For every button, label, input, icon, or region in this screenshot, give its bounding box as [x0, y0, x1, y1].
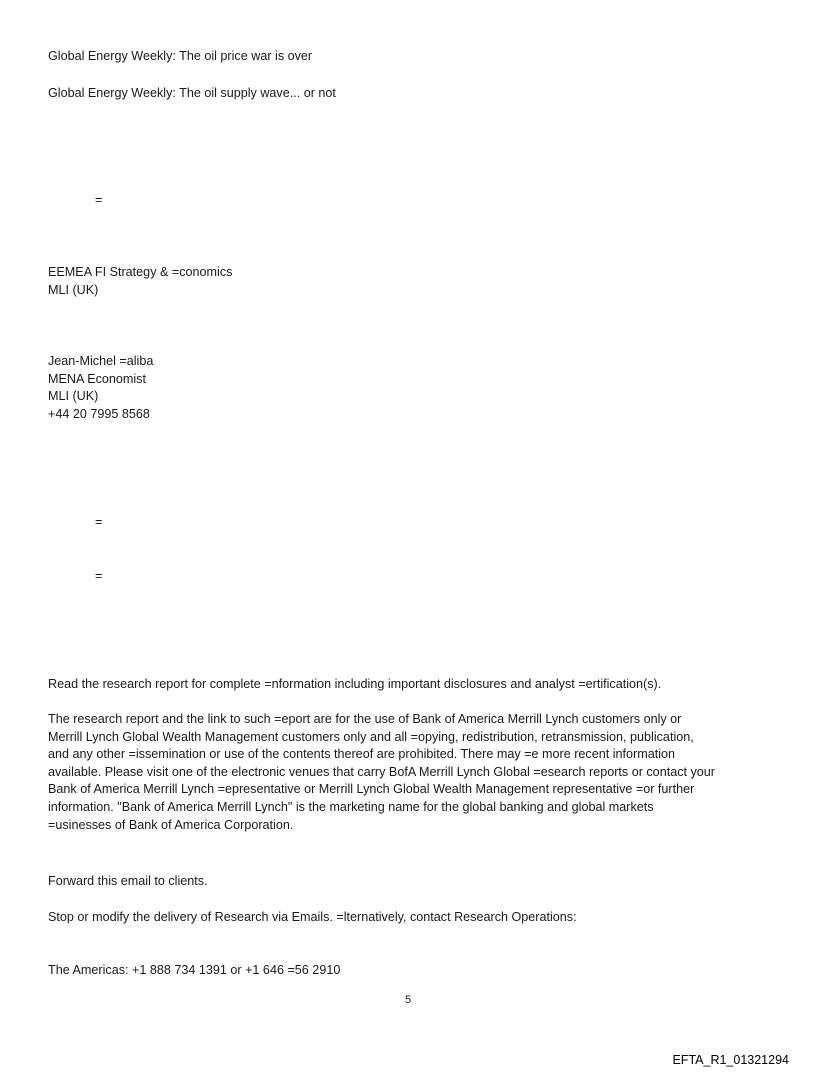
separator-1: =: [95, 193, 103, 207]
document-id: EFTA_R1_01321294: [672, 1053, 789, 1067]
separator-3: =: [95, 569, 103, 583]
team-name: EEMEA FI Strategy & =conomics: [48, 265, 233, 279]
page-number: 5: [404, 994, 412, 1006]
disclaimer-line: The research report and the link to such =eport are for the use of Bank of America Merrill Lynch customers only or: [48, 712, 682, 726]
disclaimer-line: Bank of America Merrill Lynch =epresentative or Merrill Lynch Global Wealth Management representative =or further: [48, 782, 695, 797]
disclaimer-line: available. Please visit one of the electronic venues that carry BofA Merrill Lynch Global =esearch reports or contact your: [48, 764, 715, 779]
disclaimer-body: [48, 711, 715, 834]
stop-modify-link[interactable]: Stop or modify the delivery of Research via Emails. =lternatively, contact Research Operations:: [48, 910, 577, 924]
read-report-text: Read the research report for complete =nformation including important disclosures and analyst =ertification(s).: [48, 677, 662, 691]
link-oil-price-war[interactable]: Global Energy Weekly: The oil price war is over: [48, 49, 313, 63]
analyst-org: MLI (UK): [48, 389, 99, 404]
team-block: [48, 264, 232, 299]
americas-contact: The Americas: +1 888 734 1391 or +1 646 =56 2910: [48, 963, 341, 977]
separator-2: =: [95, 515, 103, 529]
forward-email-link[interactable]: Forward this email to clients.: [48, 874, 208, 888]
team-org: MLI (UK): [48, 282, 99, 297]
analyst-title: MENA Economist: [48, 371, 146, 386]
analyst-phone: +44 20 7995 8568: [48, 406, 150, 421]
disclaimer-line: Merrill Lynch Global Wealth Management customers only and all =opying, redistribution, retransmission, publication,: [48, 729, 694, 744]
disclaimer-line: and any other =issemination or use of the contents thereof are prohibited. There may =e more recent information: [48, 747, 676, 762]
analyst-name: Jean-Michel =aliba: [48, 354, 154, 368]
disclaimer-line: =usinesses of Bank of America Corporation.: [48, 817, 294, 832]
analyst-block: [48, 353, 153, 423]
link-oil-supply-wave[interactable]: Global Energy Weekly: The oil supply wave... or not: [48, 86, 336, 100]
disclaimer-line: information. "Bank of America Merrill Lynch" is the marketing name for the global banking and global markets: [48, 799, 654, 814]
